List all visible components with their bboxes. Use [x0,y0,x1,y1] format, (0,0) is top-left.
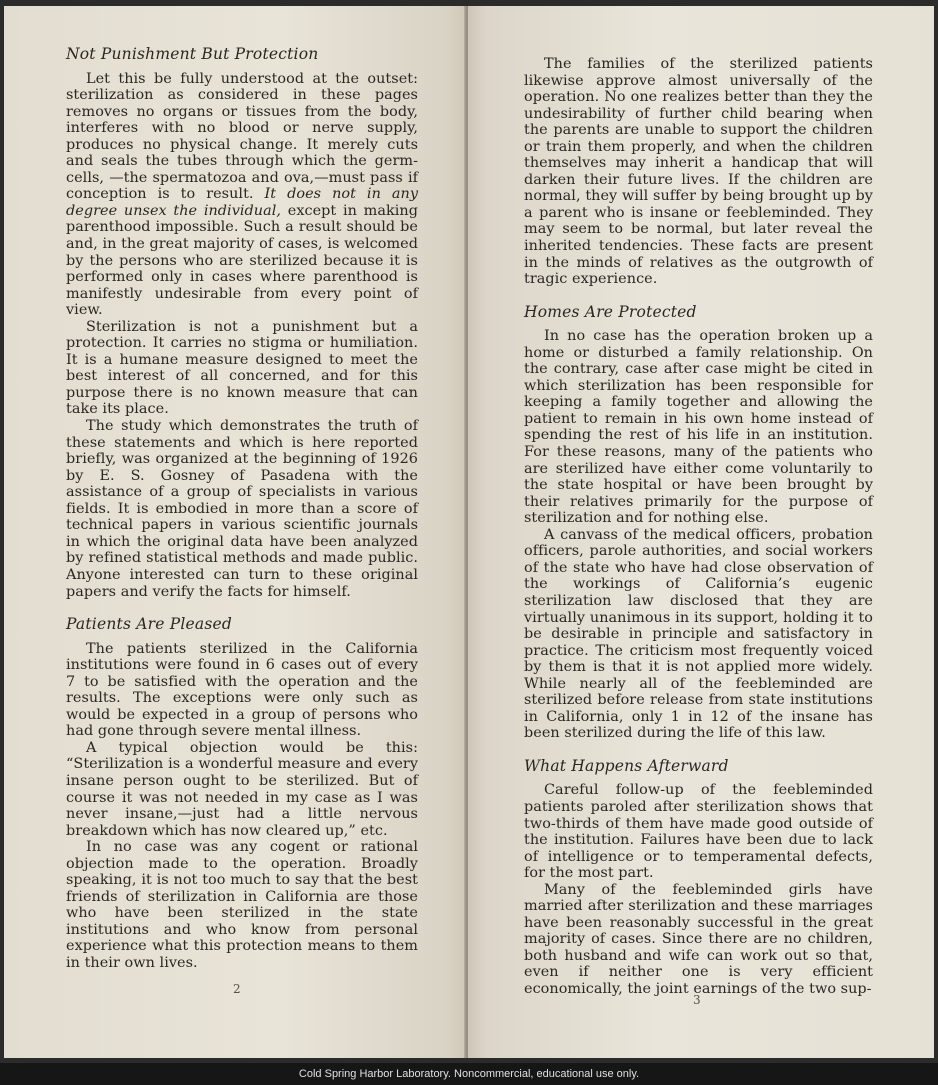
paragraph: A typical objection would be this: “Sterilization is a wonderful measure and every insane person ought to be sterilized. But of course it was not needed in my case as I was never insane,—just had a little nervous breakdown which has now cleared up,” etc. [66,739,418,839]
section-heading: Patients Are Pleased [66,615,232,634]
paragraph: Careful follow-up of the feebleminded patients paroled after sterilization shows that two-thirds of them have made good outside of the institution. Failures have been due to lack of intelligence or to temperamental defects, for the most part. [524,782,873,882]
paragraph: The families of the sterilized patients likewise approve almost universally of the operation. No one realizes better than they the undesirability of further child bearing when the parents are unable to support the children or train them properly, and when the children themselves may inherit a handicap that will darken their future lives. If the children are normal, they will suffer by being brought up by a parent who is insane or feebleminded. They may seem to be normal, but later reveal the inherited tendencies. These facts are present in the minds of relatives as the outgrowth of tragic experience. [524,56,873,288]
left-page [4,6,466,1058]
paragraph: In no case was any cogent or rational objection made to the operation. Broadly speaking, it is not too much to say that the best friends of sterilization in California are those who have been sterilized in the state institutions and who know from personal experience what this protection means to them in their own lives. [66,839,418,971]
paragraph-text: Let this be fully understood at the outset: sterilization as considered in these pages removes no organs or tissues from the body, interferes with no blood or nerve supply, produces no physical change. It merely cuts and seals the tubes through which the germ-cells, —the spermatozoa and ova,—must pass if conception is to result. [66,70,418,203]
paragraph: The patients sterilized in the California institutions were found in 6 cases out of every 7 to be satisfied with the operation and the results. The exceptions were only such as would be expected in a group of persons who had gone through severe mental illness. [66,640,418,740]
page-number: 2 [233,982,241,996]
section-heading: What Happens Afterward [524,756,729,775]
paragraph: A canvass of the medical officers, probation officers, parole authorities, and social workers of the state who have had close observation of the workings of California’s eugenic sterilization law disclosed that they are virtually unanimous in its support, holding it to be desirable in principle and satisfactory in practice. The criticism most frequently voiced by them is that it is not applied more widely. While nearly all of the feebleminded are sterilized before release from state institutions in California, only 1 in 12 of the insane has been sterilized during the life of this law. [524,526,873,742]
image-credit: Cold Spring Harbor Laboratory. Noncommercial, educational use only. [0,1063,938,1085]
section-heading: Not Punishment But Protection [66,45,319,63]
right-column [524,56,873,998]
paragraph: In no case has the operation broken up a home or disturbed a family relationship. On the contrary, case after case might be cited in which sterilization has been responsible for keeping a family together and allowing the patient to remain in his own home instead of spending the rest of his life in an institution. For these reasons, many of the patients who are sterilized have either come voluntarily to the state hospital or have been brought by their relatives primarily for the purpose of sterilization and for nothing else. [524,328,873,527]
paragraph: Many of the feebleminded girls have married after sterilization and these marriages have been reasonably successful in the great majority of cases. Since there are no children, both husband and wife can work out so that, even if neither one is very efficient economically, the joint earnings of the two sup- [524,881,873,997]
paragraph: The study which demonstrates the truth of these statements and which is here reported briefly, was organized at the beginning of 1926 by E. S. Gosney of Pasadena with the assistance of a group of specialists in various fields. It is embodied in more than a score of technical papers in various scientific journals in which the original data have been analyzed by refined statistical methods and made public. Anyone interested can turn to these original papers and verify the facts for himself. [66,418,418,600]
paragraph [66,71,418,319]
section-heading: Homes Are Protected [524,302,697,321]
paragraph-text: except in making parenthood impossible. Such a result should be and, in the great majority of cases, is welcomed by the persons who are sterilized because it is performed only in cases where parenthood is manifestly undesirable from every point of view. [66,202,418,319]
paragraph: Sterilization is not a punishment but a protection. It carries no stigma or humiliation. It is a humane measure designed to meet the best interest of all concerned, and for this purpose there is no known measure that can take its place. [66,318,418,418]
page-number: 3 [693,993,701,1007]
left-column [66,44,418,972]
emphasis-text: It does not in any degree unsex the individual, [66,186,418,219]
right-page [468,6,934,1058]
